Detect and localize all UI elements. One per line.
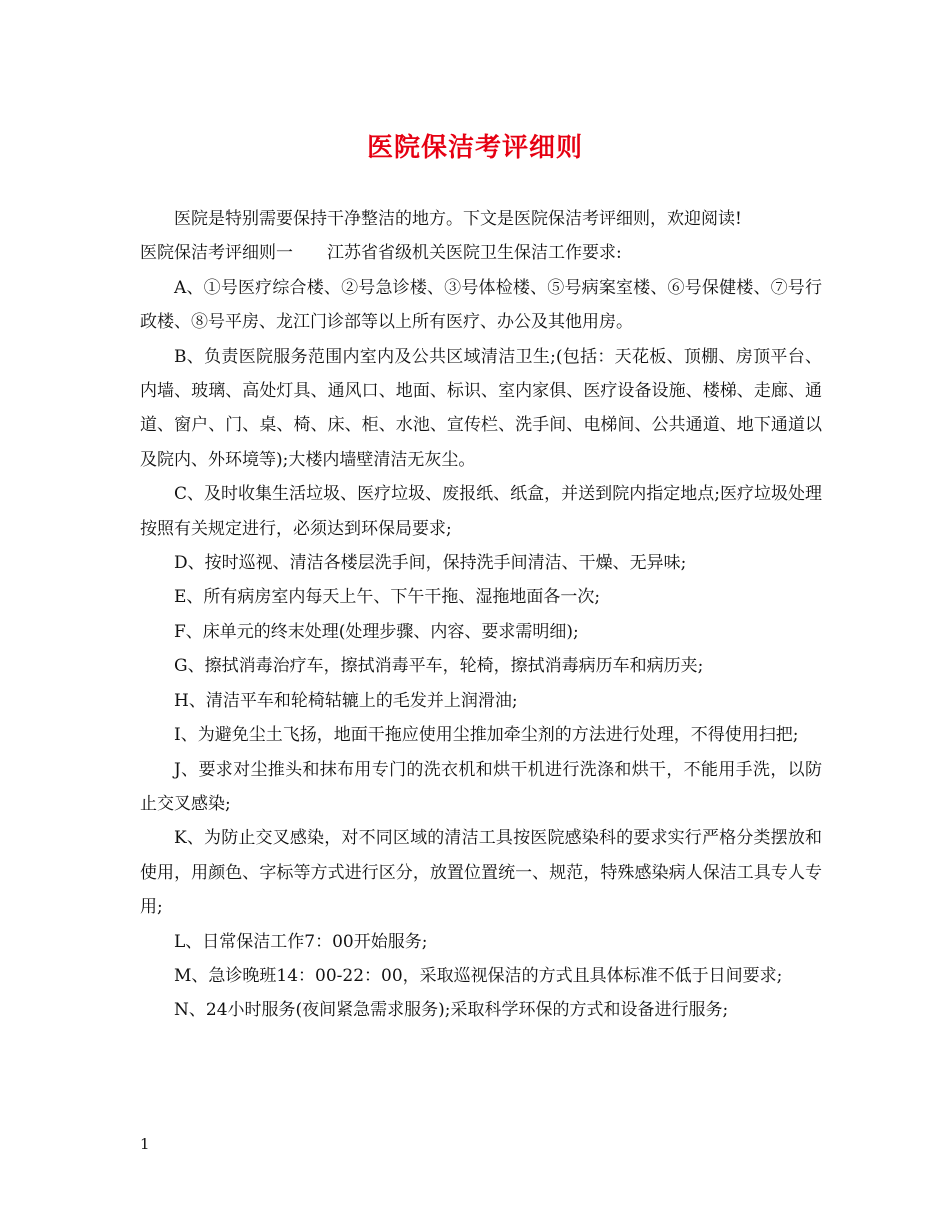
item-h: H、清洁平车和轮椅轱辘上的毛发并上润滑油; (174, 690, 518, 711)
item-i: I、为避免尘土飞扬，地面干拖应使用尘推加牵尘剂的方法进行处理，不得使用扫把; (174, 725, 799, 746)
item-f: F、床单元的终末处理(处理步骤、内容、要求需明细); (174, 621, 579, 642)
item-j: J、要求对尘推头和抹布用专门的洗衣机和烘干机进行洗涤和烘干，不能用手洗，以防止交叉感染; (140, 759, 822, 814)
item-d: D、按时巡视、清洁各楼层洗手间，保持洗手间清洁、干燥、无异味; (174, 553, 687, 574)
item-l: L、日常保洁工作7：00开始服务; (174, 931, 428, 952)
intro-paragraph: 医院是特别需要保持干净整洁的地方。下文是医院保洁考评细则，欢迎阅读! (174, 209, 742, 229)
document-body (140, 202, 822, 1028)
item-e: E、所有病房室内每天上午、下午干拖、湿拖地面各一次; (174, 587, 601, 608)
page-number: 1 (140, 1135, 150, 1153)
item-c: C、及时收集生活垃圾、医疗垃圾、废报纸、纸盒，并送到院内指定地点;医疗垃圾处理按照有关规定进行，必须达到环保局要求; (140, 484, 822, 539)
section-subheading: 江苏省省级机关医院卫生保洁工作要求: (327, 243, 622, 264)
document-title: 医院保洁考评细则 (366, 133, 583, 163)
section-heading: 医院保洁考评细则一 (140, 243, 293, 264)
item-g: G、擦拭消毒治疗车，擦拭消毒平车，轮椅，擦拭消毒病历车和病历夹; (174, 656, 704, 677)
item-a: A、①号医疗综合楼、②号急诊楼、③号体检楼、⑤号病案室楼、⑥号保健楼、⑦号行政楼、⑧号平房、龙江门诊部等以上所有医疗、办公及其他用房。 (140, 277, 822, 333)
item-k: K、为防止交叉感染，对不同区域的清洁工具按医院感染科的要求实行严格分类摆放和使用，用颜色、字标等方式进行区分，放置位置统一、规范，特殊感染病人保洁工具专人专用; (140, 828, 822, 918)
item-b: B、负责医院服务范围内室内及公共区域清洁卫生;(包括：天花板、顶棚、房顶平台、内墙、玻璃、高处灯具、通风口、地面、标识、室内家俱、医疗设备设施、楼梯、走廊、通道、窗户、门、桌、椅、床、柜、水池、宣传栏、洗手间、电梯间、公共通道、地下通道以及院内、外环境等);大楼内墙壁清洁无灰尘。 (140, 346, 822, 470)
item-m: M、急诊晚班14：00-22：00，采取巡视保洁的方式且具体标准不低于日间要求; (174, 965, 783, 986)
item-n: N、24小时服务(夜间紧急需求服务);采取科学环保的方式和设备进行服务; (174, 1000, 729, 1021)
section-heading-line (140, 236, 822, 270)
